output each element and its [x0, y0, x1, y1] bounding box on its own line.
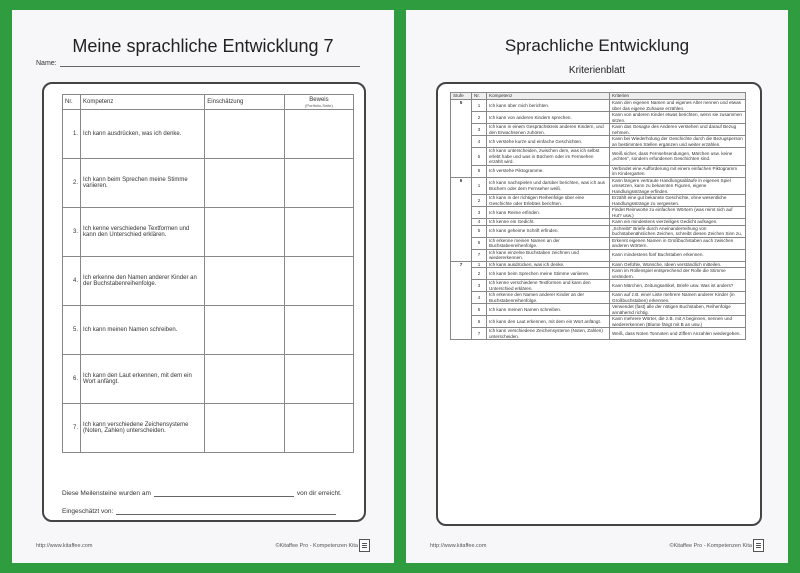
- row-criteria: Weiß sicher, dass Fernsehsendungen, Märchen usw. keine „echten“, sondern erfundenen Geschichten sind.: [610, 148, 746, 166]
- row-competence: Ich kann in einem Gesprächskreis anderen Kindern, und den Erwachsenen zuhören.: [487, 124, 610, 136]
- name-field: [36, 60, 360, 67]
- row-assessment-cell[interactable]: [205, 110, 285, 159]
- right-page: [406, 10, 788, 563]
- row-criteria: Kann Märchen, Zeitungsartikel, Briefe usw. Was ist anders?: [610, 280, 746, 292]
- row-competence: Ich kann Reime erfinden.: [487, 207, 610, 219]
- row-competence: Ich kann verschiedene Zeichensysteme (Noten, Zahlen) unterscheiden.: [487, 328, 610, 340]
- row-criteria: Kann auf z.B. einer Liste mehrere Namen anderer Kinder (in Großbuchstaben) erkennen.: [610, 292, 746, 304]
- row-number: 6: [472, 316, 487, 328]
- row-assessment-cell[interactable]: [205, 306, 285, 355]
- row-competence: Ich erkenne meinen Namen an der Buchstabenreihenfolge.: [487, 237, 610, 249]
- row-competence: Ich erkenne den Namen anderer Kinder an der Buchstabenreihenfolge.: [487, 292, 610, 304]
- name-label: Name:: [36, 60, 57, 67]
- page-subtitle: Kriterienblatt: [568, 65, 626, 76]
- row-number: 1: [472, 261, 487, 268]
- row-competence: Ich erkenne den Namen anderer Kinder an der Buchstabenreihenfolge.: [81, 257, 205, 306]
- header-beweis: Beweis (Portfolio-Seite): [284, 95, 353, 110]
- table-row: [451, 268, 746, 280]
- table-row: [451, 316, 746, 328]
- table-row: [451, 225, 746, 237]
- row-evidence-cell[interactable]: [284, 306, 353, 355]
- row-evidence-cell[interactable]: [284, 404, 353, 453]
- row-competence: Ich kann über mich berichten.: [487, 100, 610, 112]
- level-cell: 5: [451, 100, 472, 178]
- left-page: [12, 10, 394, 563]
- level-cell: 7: [451, 261, 472, 340]
- document-icon: [359, 539, 370, 552]
- row-number: 4: [472, 219, 487, 226]
- table-row: [451, 195, 746, 207]
- row-competence: Ich kann ausdrücken, was ich denke.: [487, 261, 610, 268]
- row-criteria: Kann im Rollenspiel entsprechend der Rolle die Stimme verändern.: [610, 268, 746, 280]
- row-competence: Ich kann in der richtigen Reihenfolge über eine Geschichte oder Erlebtes berichten.: [487, 195, 610, 207]
- row-evidence-cell[interactable]: [284, 355, 353, 404]
- row-number: 1: [472, 177, 487, 195]
- header-kompetenz: Kompetenz: [81, 95, 205, 110]
- header-nr: Nr.: [472, 93, 487, 100]
- table-row: [451, 249, 746, 261]
- row-number: 1.: [63, 110, 81, 159]
- assessor-field[interactable]: [116, 514, 336, 515]
- table-row: [451, 177, 746, 195]
- row-criteria: Kann Gefühle, Wünsche, Ideen verständlich mitteilen.: [610, 261, 746, 268]
- row-evidence-cell[interactable]: [284, 208, 353, 257]
- table-row: [451, 100, 746, 112]
- table-row: [451, 328, 746, 340]
- row-number: 3: [472, 207, 487, 219]
- header-kompetenz: Kompetenz: [487, 93, 610, 100]
- beweis-subheader: (Portfolio-Seite): [305, 102, 333, 108]
- row-number: 6: [472, 165, 487, 177]
- table-row: [63, 257, 354, 306]
- table-frame: [436, 82, 762, 526]
- row-number: 5: [472, 304, 487, 316]
- row-number: 3: [472, 280, 487, 292]
- header-einschaetzung: Einschätzung: [205, 95, 285, 110]
- row-competence: Ich kann nachspielen und darüber berichten, was ich aus Büchern oder dem Fernseher weiß.: [487, 177, 610, 195]
- row-evidence-cell[interactable]: [284, 159, 353, 208]
- row-number: 5: [472, 225, 487, 237]
- table-row: [451, 136, 746, 148]
- row-competence: Ich kann geheime Schrift erfinden.: [487, 225, 610, 237]
- page-title: Sprachliche Entwicklung: [504, 36, 690, 55]
- footer-url[interactable]: http://www.kitaffee.com: [430, 543, 487, 549]
- row-number: 2: [472, 112, 487, 124]
- row-competence: Ich kenne ein Gedicht.: [487, 219, 610, 226]
- criteria-table: [450, 92, 746, 340]
- row-number: 3: [472, 124, 487, 136]
- row-evidence-cell[interactable]: [284, 257, 353, 306]
- row-criteria: Kann das Gesagte des Anderen verstehen und darauf Bezug nehmen.: [610, 124, 746, 136]
- row-criteria: Kann mehrere Wörter, die z.B. mit A beginnen, nennen und wiedererkennen (Blume fängt mit B an usw.): [610, 316, 746, 328]
- table-row: [451, 237, 746, 249]
- row-number: 6.: [63, 355, 81, 404]
- name-line: [60, 66, 360, 67]
- table-row: [63, 404, 354, 453]
- row-assessment-cell[interactable]: [205, 257, 285, 306]
- row-number: 3.: [63, 208, 81, 257]
- row-number: 5: [472, 148, 487, 166]
- footer-copyright: ©Kitaffee Pro - Kompetenzen Kita: [669, 543, 752, 549]
- row-criteria: „Schreibt“ Briefe durch Aneinanderreihung von buchstabenähnlichen Zeichen, schreibt diesen Zeichen Sinn zu.: [610, 225, 746, 237]
- page-footer: [36, 543, 370, 549]
- table-row: [451, 148, 746, 166]
- table-row: [63, 159, 354, 208]
- row-number: 5.: [63, 306, 81, 355]
- row-criteria: Kann bei Wiederholung der Geschichte durch die Bezugsperson an bestimmten Stellen ergänzen und weiter erzählen.: [610, 136, 746, 148]
- competence-table: [62, 94, 354, 453]
- row-criteria: Kann ein mindestens vierzeiliges Gedicht aufsagen.: [610, 219, 746, 226]
- row-competence: Ich kann verschiedene Zeichensysteme (Noten, Zahlen) unterscheiden.: [81, 404, 205, 453]
- row-competence: Ich verstehe kurze und einfache Geschichten.: [487, 136, 610, 148]
- row-criteria: Erkennt eigenen Namen in Großbuchstaben auch zwischen anderen Wörtern.: [610, 237, 746, 249]
- row-assessment-cell[interactable]: [205, 404, 285, 453]
- row-criteria: Verwendet (fast) alle der nötigen Buchstaben, Reihenfolge annähernd richtig.: [610, 304, 746, 316]
- table-frame: [42, 82, 366, 522]
- row-competence: Ich kann meinen Namen schreiben.: [487, 304, 610, 316]
- row-number: 4: [472, 292, 487, 304]
- footer-copyright: ©Kitaffee Pro - Kompetenzen Kita: [275, 543, 358, 549]
- row-assessment-cell[interactable]: [205, 159, 285, 208]
- milestone-line: Diese Meilensteine wurden am von dir erreicht.: [62, 490, 342, 497]
- row-number: 4: [472, 136, 487, 148]
- table-row: [63, 306, 354, 355]
- footer-url[interactable]: http://www.kitaffee.com: [36, 543, 93, 549]
- table-row: [63, 355, 354, 404]
- level-cell: 6: [451, 177, 472, 261]
- table-row: [451, 112, 746, 124]
- row-number: 1: [472, 100, 487, 112]
- page-footer: [430, 543, 764, 549]
- row-competence: Ich kenne verschiedene Textformen und kann den Unterschied erklären.: [81, 208, 205, 257]
- table-row: [451, 207, 746, 219]
- table-row: [451, 165, 746, 177]
- row-number: 7: [472, 328, 487, 340]
- row-criteria: Kann den eigenen Namen und eigenes Alter nennen und etwas über das eigene Zuhause erzählen.: [610, 100, 746, 112]
- row-assessment-cell[interactable]: [205, 208, 285, 257]
- row-competence: Ich kann von anderen Kindern sprechen.: [487, 112, 610, 124]
- table-row: [63, 110, 354, 159]
- row-number: 2: [472, 195, 487, 207]
- row-competence: Ich kann ausdrücken, was ich denke.: [81, 110, 205, 159]
- table-row: [451, 280, 746, 292]
- header-kriterien: Kriterien: [610, 93, 746, 100]
- table-row: [451, 292, 746, 304]
- row-competence: Ich kann unterscheiden, zwischen dem, was ich selbst erlebt habe und was in Büchern oder im Fernsehen erzählt wird.: [487, 148, 610, 166]
- row-criteria: Kann von anderen Kinder etwas berichten, wenn sie zusammen sitzen.: [610, 112, 746, 124]
- row-competence: Ich kann einzelne Buchstaben zeichnen und wiedererkennen.: [487, 249, 610, 261]
- assessed-by-line: Eingeschätzt von:: [62, 508, 339, 515]
- row-competence: Ich kann den Laut erkennen, mit dem ein Wort anfängt.: [487, 316, 610, 328]
- row-number: 6: [472, 237, 487, 249]
- header-nr: Nr.: [63, 95, 81, 110]
- row-competence: Ich kann beim Sprechen meine Stimme variieren.: [487, 268, 610, 280]
- row-competence: Ich verstehe Piktogramme.: [487, 165, 610, 177]
- row-number: 2.: [63, 159, 81, 208]
- row-number: 2: [472, 268, 487, 280]
- table-row: [451, 124, 746, 136]
- header-stufe: Stufe: [451, 93, 472, 100]
- row-number: 7.: [63, 404, 81, 453]
- row-number: 7: [472, 249, 487, 261]
- row-criteria: Verbindet eine Aufforderung mit einem einfachen Piktogramm im Kindergarten.: [610, 165, 746, 177]
- page-title: Meine sprachliche Entwicklung 7: [72, 36, 334, 56]
- row-competence: Ich kann beim Sprechen meine Stimme variieren.: [81, 159, 205, 208]
- row-competence: Ich kann meinen Namen schreiben.: [81, 306, 205, 355]
- row-criteria: Weiß, dass Noten Tonnoten und Ziffern Anzahlen wiedergeben.: [610, 328, 746, 340]
- row-competence: Ich kann den Laut erkennen, mit dem ein Wort anfängt.: [81, 355, 205, 404]
- row-criteria: Kann mindestens fünf Buchstaben erkennen.: [610, 249, 746, 261]
- row-competence: Ich kenne verschiedene Textformen und kann den Unterschied erklären.: [487, 280, 610, 292]
- document-icon: [753, 539, 764, 552]
- row-evidence-cell[interactable]: [284, 110, 353, 159]
- row-number: 4.: [63, 257, 81, 306]
- row-criteria: Findet Reimworte zu einfachen Wörtern (was reimt sich auf Hut? usw.): [610, 207, 746, 219]
- table-row: [451, 304, 746, 316]
- row-criteria: Erzählt eine gut bekannte Geschichte, ohne wesentliche Handlungsstränge zu vergessen.: [610, 195, 746, 207]
- row-criteria: Kann längere vertraute Handlungsabläufe in eigenes Spiel umsetzen, kann zu bekannten Figuren, eigene Handlungsstränge erfinden.: [610, 177, 746, 195]
- table-row: [63, 208, 354, 257]
- date-field[interactable]: [154, 496, 294, 497]
- row-assessment-cell[interactable]: [205, 355, 285, 404]
